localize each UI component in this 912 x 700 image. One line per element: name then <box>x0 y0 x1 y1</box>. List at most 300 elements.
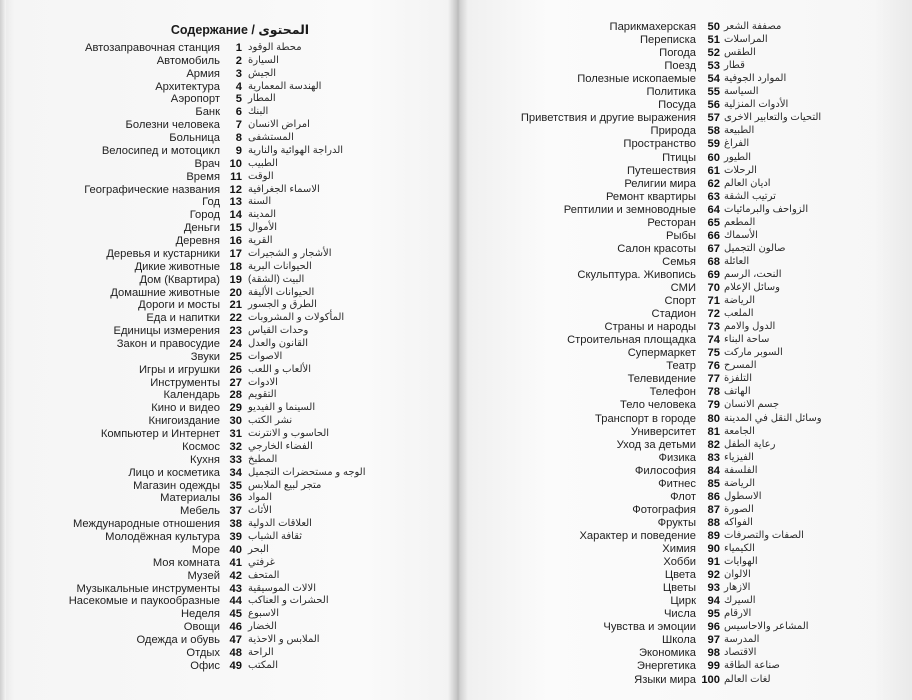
entry-russian: Парикмахерская <box>609 21 696 33</box>
entry-russian: Офис <box>190 659 220 672</box>
toc-entry <box>456 477 912 491</box>
entry-arabic: الصورة <box>724 503 754 515</box>
toc-entry <box>456 242 912 256</box>
entry-russian: Флот <box>670 490 696 503</box>
entry-russian: Закон и правосудие <box>116 338 220 350</box>
entry-arabic: الوجه و مستحضرات التجميل <box>248 466 366 478</box>
entry-number: 18 <box>229 260 242 273</box>
toc-entry <box>456 164 912 178</box>
entry-number: 42 <box>229 569 242 582</box>
entry-russian: Дом (Квартира) <box>139 273 220 286</box>
entry-number: 83 <box>707 451 720 464</box>
entry-arabic: المكتب <box>248 659 278 671</box>
entry-russian: Поезд <box>664 60 696 73</box>
entry-number: 28 <box>229 389 242 402</box>
toc-entry <box>456 124 912 138</box>
entry-arabic: المشاعر والاحاسيس <box>724 621 809 633</box>
entry-number: 25 <box>229 350 242 363</box>
entry-number: 7 <box>235 119 242 132</box>
toc-entry <box>456 542 912 556</box>
entry-number: 75 <box>707 347 720 360</box>
entry-number: 74 <box>707 334 720 347</box>
entry-arabic: الموارد الجوفية <box>724 73 787 85</box>
entry-russian: Уход за детьми <box>616 438 696 451</box>
entry-russian: Календарь <box>163 389 220 402</box>
entry-number: 13 <box>229 196 242 209</box>
entry-number: 45 <box>229 608 242 621</box>
entry-arabic: التقويم <box>248 389 277 401</box>
entry-arabic: الفواكه <box>724 516 753 528</box>
entry-russian: СМИ <box>670 282 696 294</box>
entry-arabic: ترتيب الشقة <box>724 190 776 202</box>
entry-russian: Чувства и эмоции <box>603 621 696 634</box>
entry-arabic: الارقام <box>724 608 752 620</box>
entry-number: 59 <box>707 138 720 151</box>
toc-entry <box>456 673 912 687</box>
entry-russian: Мебель <box>179 505 220 518</box>
entry-number: 78 <box>707 386 720 399</box>
entry-arabic: السوبر ماركت <box>724 347 783 359</box>
entry-arabic: محطة الوقود <box>248 42 302 53</box>
toc-entry <box>456 516 912 530</box>
entry-arabic: امراض الانسان <box>248 119 310 131</box>
entry-arabic: المدرسة <box>724 634 760 646</box>
entry-number: 16 <box>229 235 242 248</box>
entry-number: 14 <box>229 209 242 222</box>
entry-russian: Врач <box>194 157 220 170</box>
entry-russian: Море <box>191 543 220 556</box>
toc-entry <box>456 98 912 112</box>
entry-number: 95 <box>707 608 720 621</box>
entry-arabic: الطبيب <box>248 157 278 169</box>
entry-arabic: القرية <box>248 235 273 247</box>
entry-arabic: الرياضة <box>724 295 756 307</box>
toc-entry <box>456 568 912 582</box>
entry-arabic: الاسماء الجغرافية <box>248 183 320 195</box>
entry-russian: Спорт <box>664 295 696 308</box>
entry-russian: Хобби <box>663 556 696 569</box>
entry-russian: Тело человека <box>620 399 696 412</box>
entry-russian: Фрукты <box>657 516 696 529</box>
entry-arabic: الراحة <box>248 646 274 658</box>
toc-entry <box>456 555 912 569</box>
toc-entry <box>456 229 912 243</box>
entry-number: 90 <box>707 543 720 555</box>
entry-arabic: وسائل النقل في المدينة <box>724 412 822 424</box>
entry-russian: Овощи <box>183 621 220 634</box>
entry-russian: Домашние животные <box>110 286 220 299</box>
entry-arabic: الكيمياء <box>724 543 755 554</box>
entry-number: 24 <box>229 338 242 350</box>
toc-entry <box>456 307 912 321</box>
entry-number: 70 <box>707 282 720 294</box>
entry-number: 51 <box>707 34 720 47</box>
toc-entry <box>456 151 912 165</box>
entry-number: 54 <box>707 73 720 86</box>
entry-arabic: صالون التجميل <box>724 242 786 254</box>
toc-entry <box>456 659 912 673</box>
page-edge-right <box>872 0 912 700</box>
entry-arabic: المطار <box>248 93 276 105</box>
entry-number: 88 <box>707 516 720 529</box>
entry-russian: Фотография <box>632 503 696 516</box>
entry-russian: Телевидение <box>627 373 696 386</box>
entry-arabic: الجامعة <box>724 425 755 437</box>
entry-russian: Игры и игрушки <box>139 363 220 376</box>
entry-russian: Погода <box>659 47 696 60</box>
entry-russian: Фитнес <box>658 477 696 490</box>
entry-russian: Велосипед и мотоцикл <box>101 144 220 157</box>
entry-number: 49 <box>229 659 242 672</box>
entry-number: 40 <box>229 543 242 556</box>
entry-number: 29 <box>229 402 242 415</box>
entry-russian: Компьютер и Интернет <box>100 428 220 441</box>
toc-entry <box>456 111 912 125</box>
entry-number: 31 <box>229 428 242 441</box>
entry-russian: Магазин одежды <box>133 479 220 492</box>
entry-russian: Год <box>202 196 220 209</box>
entry-number: 99 <box>707 660 720 673</box>
entry-russian: Болезни человека <box>125 119 220 132</box>
entry-arabic: رعاية الطفل <box>724 438 776 450</box>
entry-arabic: النحت، الرسم <box>724 268 782 280</box>
entry-arabic: الازهار <box>724 582 751 594</box>
entry-russian: Кухня <box>190 453 220 466</box>
entry-russian: Звуки <box>190 350 220 363</box>
entry-arabic: السيرك <box>724 595 756 607</box>
toc-entry <box>456 620 912 634</box>
toc-entry <box>456 346 912 360</box>
entry-number: 67 <box>707 242 720 255</box>
entry-russian: Книгоиздание <box>148 415 220 428</box>
entry-russian: Супермаркет <box>627 347 696 360</box>
entry-arabic: المطبخ <box>248 453 278 465</box>
entry-arabic: الاسطول <box>724 490 762 502</box>
entry-arabic: الاقتصاد <box>724 647 757 659</box>
entry-number: 65 <box>707 216 720 229</box>
toc-entry <box>456 464 912 478</box>
toc-entry <box>456 85 912 99</box>
toc-entry <box>456 385 912 399</box>
entry-number: 56 <box>707 99 720 112</box>
entry-russian: Автозаправочная станция <box>84 42 220 54</box>
entry-number: 72 <box>707 308 720 321</box>
entry-number: 61 <box>707 164 720 177</box>
entry-number: 6 <box>235 106 242 119</box>
entry-russian: Отдых <box>186 646 220 659</box>
entry-arabic: الزواحف والبرمائيات <box>724 203 809 215</box>
entry-arabic: الادوات <box>248 376 278 388</box>
entry-number: 15 <box>229 222 242 235</box>
toc-entry <box>456 255 912 269</box>
toc-entry <box>456 137 912 151</box>
toc-entry <box>456 425 912 439</box>
entry-arabic: المستشفى <box>248 132 294 144</box>
entry-number: 35 <box>229 479 242 492</box>
entry-russian: Молодёжная культура <box>105 531 220 544</box>
entry-russian: Транспорт в городе <box>595 412 696 425</box>
entry-arabic: وحدات القياس <box>248 325 309 337</box>
entry-number: 69 <box>707 268 720 281</box>
entry-russian: Одежда и обувь <box>136 634 220 647</box>
entry-arabic: السياسة <box>724 86 759 98</box>
entry-arabic: السنة <box>248 196 272 208</box>
entry-arabic: العلاقات الدولية <box>248 518 312 530</box>
entry-arabic: الفلسفة <box>724 464 758 476</box>
entry-arabic: المطعم <box>724 216 756 228</box>
entry-number: 84 <box>707 464 720 477</box>
entry-number: 94 <box>707 595 720 608</box>
entry-number: 62 <box>707 177 720 190</box>
entry-number: 77 <box>707 373 720 386</box>
entry-russian: Ремонт квартиры <box>605 190 696 203</box>
toc-entry <box>456 281 912 295</box>
entry-number: 58 <box>707 125 720 138</box>
entry-russian: Философия <box>634 464 696 477</box>
entry-number: 55 <box>707 86 720 99</box>
entry-arabic: المأكولات و المشروبات <box>248 312 345 324</box>
entry-arabic: المراسلات <box>724 34 768 46</box>
entry-number: 98 <box>707 647 720 660</box>
entry-arabic: الملعب <box>724 308 754 320</box>
entry-russian: Посуда <box>658 99 696 112</box>
entry-arabic: العائلة <box>724 255 750 267</box>
entry-number: 68 <box>707 255 720 268</box>
entry-number: 91 <box>707 556 720 569</box>
toc-entry <box>456 359 912 373</box>
entry-arabic: الحشرات و العناكب <box>248 595 329 607</box>
toc-entry <box>456 190 912 204</box>
entry-number: 60 <box>707 151 720 164</box>
entry-number: 33 <box>229 453 242 466</box>
toc-entry <box>456 203 912 217</box>
entry-number: 63 <box>707 190 720 203</box>
entry-number: 3 <box>235 67 242 80</box>
entry-russian: Полезные ископаемые <box>577 73 696 86</box>
entry-russian: Неделя <box>180 608 220 621</box>
entry-russian: Религии мира <box>624 177 696 190</box>
entry-number: 57 <box>707 112 720 125</box>
entry-arabic: الالوان <box>724 569 751 581</box>
entry-arabic: البنك <box>248 106 269 118</box>
entry-arabic: ثقافة الشباب <box>248 531 303 543</box>
entry-arabic: البحر <box>248 543 269 555</box>
toc-entry <box>456 633 912 647</box>
entry-number: 8 <box>235 132 242 145</box>
entry-russian: Архитектура <box>155 80 220 93</box>
entry-russian: Семья <box>662 255 696 268</box>
entry-russian: Химия <box>662 543 696 555</box>
entry-number: 4 <box>235 80 242 93</box>
toc-entry <box>456 20 912 34</box>
toc-entry <box>456 294 912 308</box>
entry-number: 5 <box>235 93 242 106</box>
right-page <box>456 0 912 700</box>
entry-arabic: الملابس و الاحذية <box>248 634 320 646</box>
entry-arabic: الفراغ <box>724 138 750 150</box>
entry-number: 26 <box>229 363 242 376</box>
entry-number: 64 <box>707 203 720 216</box>
entry-arabic: مصففة الشعر <box>724 21 782 32</box>
entry-number: 2 <box>235 54 242 67</box>
entry-russian: Моя комната <box>152 556 220 569</box>
entry-russian: Стадион <box>651 308 696 321</box>
entry-russian: Природа <box>650 125 696 138</box>
entry-number: 43 <box>229 582 242 595</box>
entry-arabic: الأثاث <box>248 505 272 517</box>
entry-russian: Лицо и косметика <box>128 466 220 479</box>
entry-russian: Рептилии и земноводные <box>563 203 696 216</box>
entry-russian: Единицы измерения <box>113 325 220 338</box>
entry-number: 34 <box>229 466 242 479</box>
entry-russian: Космос <box>182 440 220 453</box>
toc-entry <box>456 398 912 412</box>
toc-entry <box>456 646 912 660</box>
entry-number: 50 <box>707 21 720 33</box>
entry-arabic: الحيوانات البرية <box>248 260 312 272</box>
entry-number: 32 <box>229 440 242 453</box>
entry-arabic: الصفات والتصرفات <box>724 529 804 541</box>
entry-russian: Птицы <box>662 151 696 164</box>
book-fold <box>448 0 468 700</box>
entry-russian: Рыбы <box>666 229 696 242</box>
entry-arabic: متجر لبيع الملابس <box>248 479 322 491</box>
entry-number: 20 <box>229 286 242 299</box>
entry-arabic: المواد <box>248 492 273 504</box>
entry-number: 22 <box>229 312 242 325</box>
entry-arabic: صناعة الطاقة <box>724 660 780 672</box>
entry-russian: Больница <box>169 132 220 145</box>
entry-arabic: الأشجار و الشجيرات <box>248 247 332 259</box>
entry-arabic: لغات العالم <box>724 673 771 685</box>
entry-arabic: الاصوات <box>248 350 283 362</box>
toc-entry <box>456 490 912 504</box>
entry-russian: Физика <box>658 451 696 464</box>
entry-arabic: التلفزة <box>724 373 752 385</box>
entry-number: 97 <box>707 634 720 647</box>
toc-entry <box>0 659 456 673</box>
entry-number: 76 <box>707 360 720 373</box>
entry-number: 85 <box>707 477 720 490</box>
entry-arabic: الطيور <box>724 151 752 163</box>
entry-russian: Музей <box>187 569 220 582</box>
entry-number: 37 <box>229 505 242 518</box>
entry-arabic: الحاسوب و الانترنت <box>248 428 330 440</box>
entry-russian: Страны и народы <box>604 321 696 334</box>
entry-russian: Салон красоты <box>617 242 696 255</box>
entry-arabic: الالات الموسيقية <box>248 582 316 594</box>
entry-arabic: الوقت <box>248 170 274 182</box>
entry-arabic: الأسماك <box>724 229 758 241</box>
entry-russian: Банк <box>195 106 220 119</box>
toc-entry <box>456 529 912 543</box>
entry-russian: Географические названия <box>84 183 220 196</box>
entry-arabic: التحيات والتعابير الاخرى <box>724 112 822 124</box>
entry-arabic: نشر الكتب <box>248 415 293 427</box>
entry-arabic: القانون والعدل <box>248 338 308 349</box>
entry-number: 86 <box>707 490 720 503</box>
entry-number: 9 <box>235 144 242 157</box>
entry-russian: Еда и напитки <box>146 312 220 325</box>
entry-arabic: الأموال <box>248 222 278 234</box>
entry-number: 96 <box>707 621 720 634</box>
entry-number: 23 <box>229 325 242 338</box>
entry-russian: Числа <box>663 608 696 621</box>
toc-entry <box>456 320 912 334</box>
toc-entry <box>456 72 912 86</box>
entry-number: 87 <box>707 503 720 516</box>
entry-russian: Аэропорт <box>170 93 220 106</box>
entry-arabic: الطبيعة <box>724 125 755 137</box>
entry-arabic: المدينة <box>248 209 277 221</box>
entry-arabic: قطار <box>724 60 745 72</box>
entry-russian: Музыкальные инструменты <box>76 582 220 595</box>
entry-russian: Дикие животные <box>134 260 220 273</box>
entry-russian: Приветствия и другие выражения <box>520 112 696 125</box>
toc-entry <box>456 412 912 426</box>
entry-arabic: ساحة البناء <box>724 334 770 346</box>
entry-russian: Школа <box>662 634 696 647</box>
entry-russian: Деревья и кустарники <box>106 247 220 260</box>
toc-entry <box>456 46 912 60</box>
entry-arabic: الدول والامم <box>724 321 776 333</box>
entry-number: 27 <box>229 376 242 389</box>
entry-number: 79 <box>707 399 720 412</box>
toc-entry <box>456 581 912 595</box>
entry-russian: Переписка <box>640 34 696 47</box>
entry-number: 89 <box>707 529 720 542</box>
entry-number: 44 <box>229 595 242 608</box>
entry-number: 52 <box>707 47 720 60</box>
entry-arabic: الهندسة المعمارية <box>248 80 322 92</box>
entry-arabic: الفضاء الخارجي <box>248 440 313 452</box>
entry-number: 36 <box>229 492 242 505</box>
entry-arabic: المسرح <box>724 360 757 372</box>
toc-entry <box>456 503 912 517</box>
entry-number: 38 <box>229 518 242 531</box>
entry-number: 92 <box>707 569 720 582</box>
entry-russian: Языки мира <box>634 673 696 686</box>
toc-entry <box>456 451 912 465</box>
entry-russian: Цвета <box>664 569 696 582</box>
entry-number: 12 <box>229 183 242 196</box>
entry-number: 11 <box>230 170 242 183</box>
entry-number: 82 <box>707 438 720 451</box>
toc-entry <box>456 216 912 230</box>
entry-arabic: غرفتي <box>248 556 275 568</box>
entry-arabic: الدراجة الهوائية والنارية <box>248 144 344 156</box>
entry-arabic: جسم الانسان <box>724 399 780 411</box>
entry-arabic: السيارة <box>248 54 279 66</box>
entry-arabic: الألعاب و اللعب <box>248 363 311 375</box>
entry-arabic: وسائل الإعلام <box>724 282 780 293</box>
toc-entry <box>456 607 912 621</box>
toc-entry <box>456 177 912 191</box>
entry-russian: Дороги и мосты <box>138 299 220 312</box>
entry-russian: Насекомые и паукообразные <box>68 595 220 608</box>
toc-entry <box>456 594 912 608</box>
toc-title: Содержание / المحتوى <box>170 23 310 37</box>
entry-arabic: السينما و الفيديو <box>248 402 316 414</box>
entry-number: 53 <box>707 60 720 73</box>
entry-number: 17 <box>229 247 242 260</box>
entry-russian: Армия <box>186 67 220 80</box>
entry-arabic: الفيزياء <box>724 451 754 463</box>
entry-russian: Инструменты <box>150 376 220 389</box>
entry-russian: Строительная площадка <box>567 334 696 347</box>
entry-russian: Время <box>186 170 220 183</box>
entry-arabic: البيت (الشقة) <box>248 273 305 285</box>
